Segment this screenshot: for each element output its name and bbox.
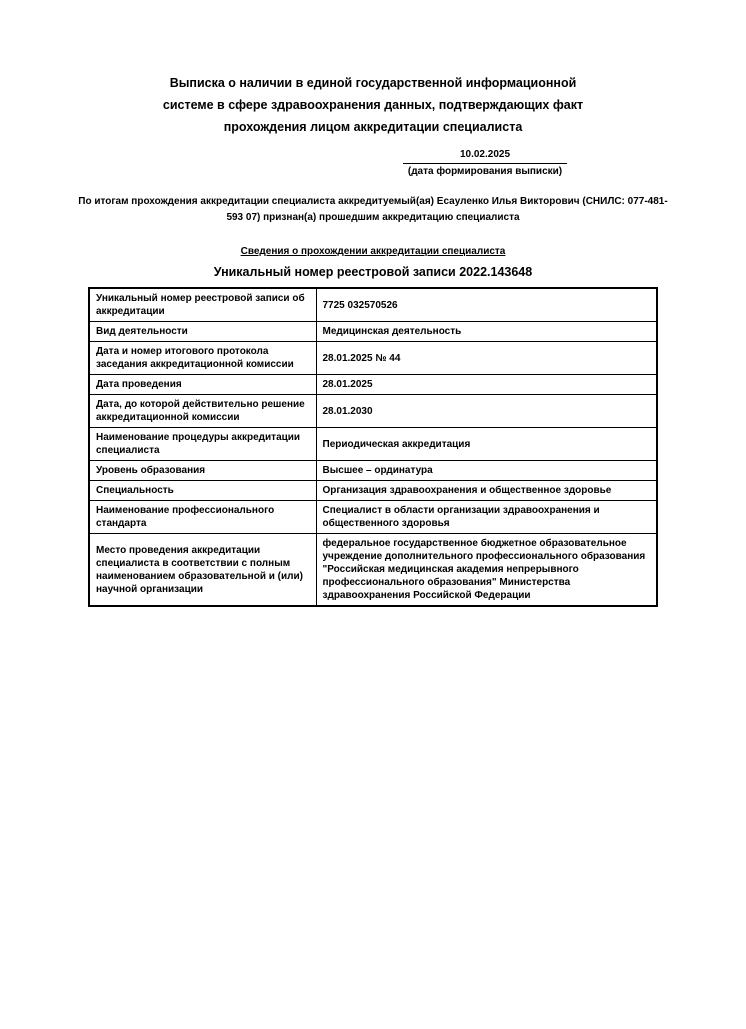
table-value-cell: Организация здравоохранения и общественное здоровье xyxy=(316,481,657,501)
accreditation-result-line-2: 593 07) признан(а) прошедшим аккредитацию специалиста xyxy=(226,212,520,223)
table-value-cell: Высшее – ординатура xyxy=(316,461,657,481)
table-value-cell: 28.01.2025 № 44 xyxy=(316,342,657,375)
table-value-cell: Медицинская деятельность xyxy=(316,322,657,342)
table-label-cell: Специальность xyxy=(89,481,316,501)
table-row xyxy=(89,375,657,395)
table-row xyxy=(89,395,657,428)
table-row xyxy=(89,534,657,607)
accreditation-details-table-body xyxy=(89,288,657,606)
table-label-cell: Уровень образования xyxy=(89,461,316,481)
table-row xyxy=(89,428,657,461)
table-label-cell: Дата, до которой действительно решение аккредитационной комиссии xyxy=(89,395,316,428)
table-row xyxy=(89,501,657,534)
table-value-cell: 7725 032570526 xyxy=(316,288,657,322)
table-value-cell: 28.01.2030 xyxy=(316,395,657,428)
extract-date-caption: (дата формирования выписки) xyxy=(407,166,563,177)
table-row xyxy=(89,342,657,375)
table-label-cell: Вид деятельности xyxy=(89,322,316,342)
table-row xyxy=(89,481,657,501)
table-value-cell: Специалист в области организации здравоохранения и общественного здоровья xyxy=(316,501,657,534)
table-label-cell: Дата проведения xyxy=(89,375,316,395)
registry-number-heading: Уникальный номер реестровой записи 2022.143648 xyxy=(213,265,533,279)
table-row xyxy=(89,461,657,481)
table-label-cell: Наименование профессионального стандарта xyxy=(89,501,316,534)
table-label-cell: Уникальный номер реестровой записи об аккредитации xyxy=(89,288,316,322)
accreditation-result-line-1: По итогам прохождения аккредитации специалиста аккредитуемый(ая) Есауленко Илья Викторович (СНИЛС: 077-481- xyxy=(78,196,668,207)
table-row xyxy=(89,288,657,322)
accreditation-details-table xyxy=(88,287,658,607)
extract-date: 10.02.2025 xyxy=(403,149,567,164)
table-value-cell: федеральное государственное бюджетное образовательное учреждение дополнительного профессионального образования "Российская медицинская академия непрерывного профессионального образования" Министерства здравоохранения Российской Федерации xyxy=(316,534,657,607)
document-title xyxy=(0,0,746,138)
extract-date-block xyxy=(403,149,567,178)
table-value-cell: 28.01.2025 xyxy=(316,375,657,395)
section-heading: Сведения о прохождении аккредитации специалиста xyxy=(240,246,506,257)
table-label-cell: Дата и номер итогового протокола заседания аккредитационной комиссии xyxy=(89,342,316,375)
table-label-cell: Наименование процедуры аккредитации специалиста xyxy=(89,428,316,461)
table-label-cell: Место проведения аккредитации специалиста в соответствии с полным наименованием образовательной и (или) научной организации xyxy=(89,534,316,607)
table-value-cell: Периодическая аккредитация xyxy=(316,428,657,461)
document-title-line-2: системе в сфере здравоохранения данных, подтверждающих факт xyxy=(162,98,584,112)
table-row xyxy=(89,322,657,342)
document-title-line-1: Выписка о наличии в единой государственной информационной xyxy=(169,76,577,90)
document-title-line-3: прохождения лицом аккредитации специалиста xyxy=(223,120,523,134)
accreditation-result-paragraph xyxy=(0,194,746,226)
